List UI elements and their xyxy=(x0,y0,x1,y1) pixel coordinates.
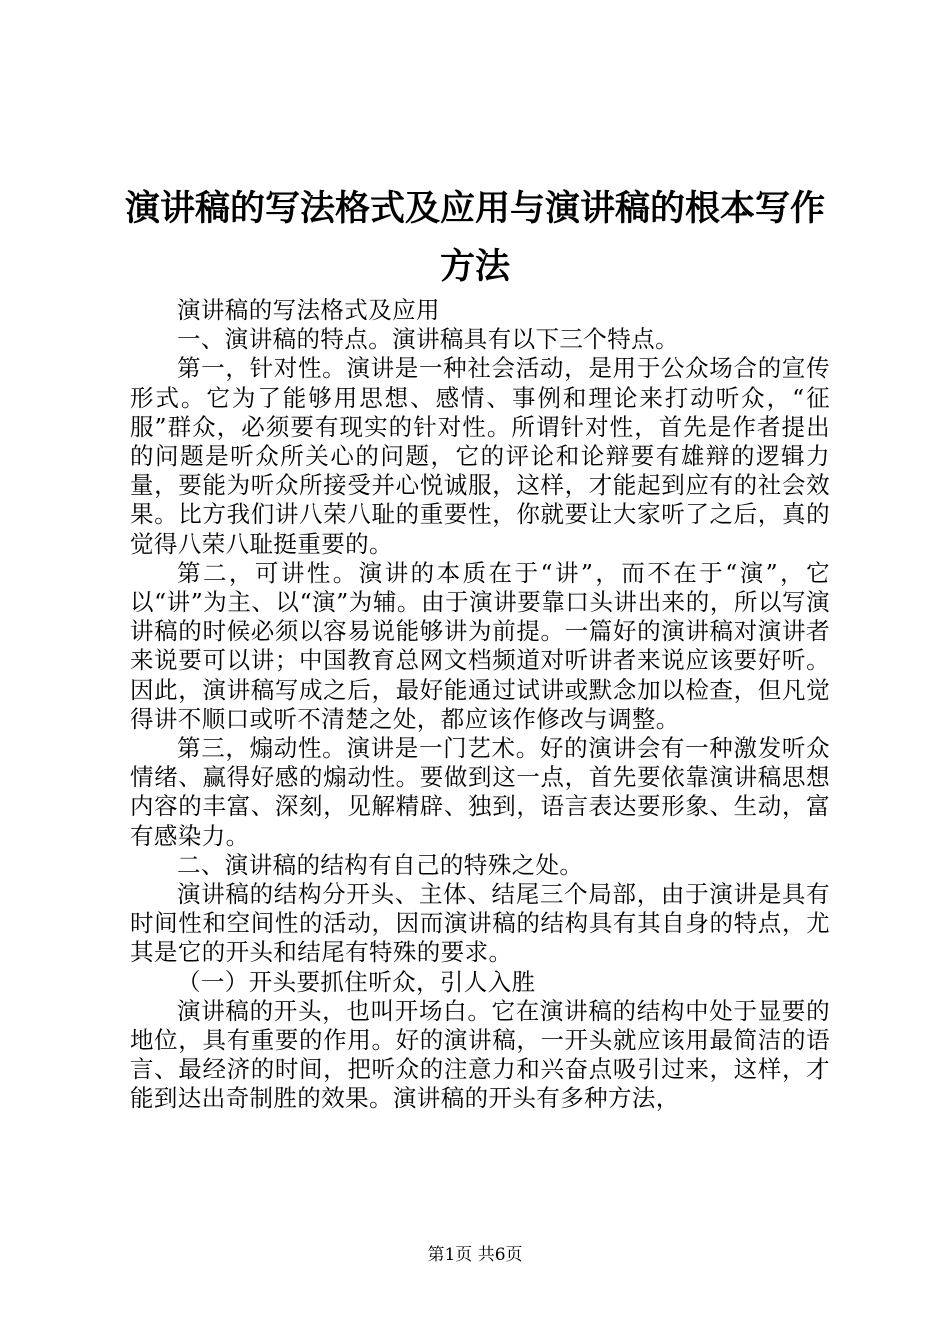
paragraph: 一、演讲稿的特点。演讲稿具有以下三个特点。 xyxy=(177,325,679,354)
paragraph: 演讲稿的结构分开头、主体、结尾三个局部，由于演讲是具有时间性和空间性的活动，因而演讲稿的结构具有其自身的特点，尤其是它的开头和结尾有特殊的要求。 xyxy=(130,880,830,967)
paragraph: （一）开头要抓住听众，引人入胜 xyxy=(177,967,536,996)
paragraph: 第三，煽动性。演讲是一门艺术。好的演讲会有一种激发听众情绪、赢得好感的煽动性。要做到这一点，首先要依靠演讲稿思想内容的丰富、深刻，见解精辟、独到，语言表达要形象、生动，富有感染力。 xyxy=(130,734,830,850)
paragraph: 演讲稿的写法格式及应用 xyxy=(177,296,440,324)
document-title: 演讲稿的写法格式及应用与演讲稿的根本写作方法 xyxy=(124,188,825,287)
paragraph: 第二，可讲性。演讲的本质在于“讲”，而不在于“演”，它以“讲”为主、以“演”为辅。由于演讲要靠口头讲出来的，所以写演讲稿的时候必须以容易说能够讲为前提。一篇好的演讲稿对演讲者来说要可以讲；中国教育总网文档频道对听讲者来说应该要好听。因此，演讲稿写成之后，最好能通过试讲或默念加以检查，但凡觉得讲不顺口或听不清楚之处，都应该作修改与调整。 xyxy=(130,558,830,733)
paragraph: 二、演讲稿的结构有自己的特殊之处。 xyxy=(177,850,584,879)
document-body xyxy=(130,296,830,1114)
paragraph: 第一，针对性。演讲是一种社会活动，是用于公众场合的宣传形式。它为了能够用思想、感情、事例和理论来打动听众，“征服”群众，必须要有现实的针对性。所谓针对性，首先是作者提出的问题是听众所关心的问题，它的评论和论辩要有雄辩的逻辑力量，要能为听众所接受并心悦诚服，这样，才能起到应有的社会效果。比方我们讲八荣八耻的重要性，你就要让大家听了之后，真的觉得八荣八耻挺重要的。 xyxy=(130,354,830,558)
page-footer: 第1页 共6页 xyxy=(427,1245,523,1265)
paragraph: 演讲稿的开头，也叫开场白。它在演讲稿的结构中处于显要的地位，具有重要的作用。好的演讲稿，一开头就应该用最简洁的语言、最经济的时间，把听众的注意力和兴奋点吸引过来，这样，才能到达出奇制胜的效果。演讲稿的开头有多种方法， xyxy=(130,996,830,1113)
